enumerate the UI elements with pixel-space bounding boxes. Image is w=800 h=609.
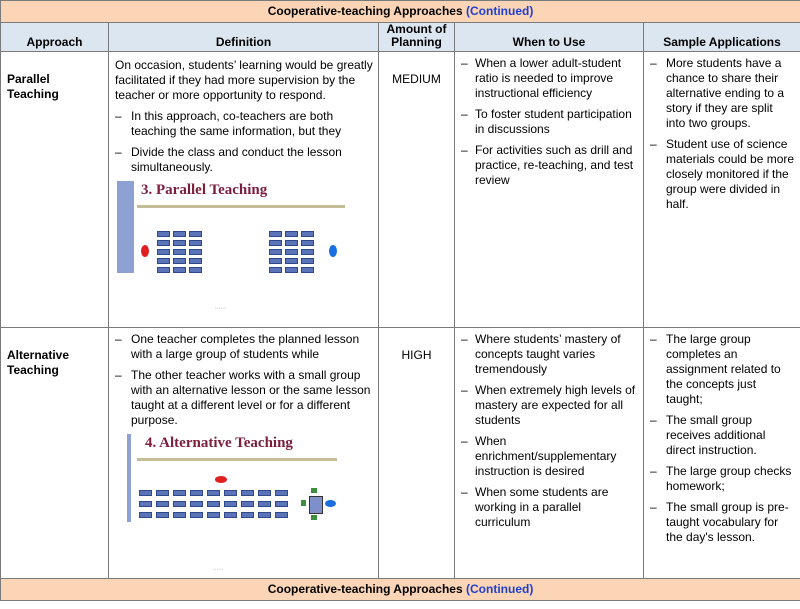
desk [173, 512, 186, 518]
desk [157, 258, 170, 264]
slide-footnote: • • • • • • [215, 306, 226, 310]
samples-list [650, 56, 795, 212]
list-item: – In this approach, co-teachers are both teaching the same information, but they [115, 109, 373, 139]
list-item: – One teacher completes the planned lesson with a large group of students while [115, 332, 373, 362]
when-list [461, 332, 638, 530]
small-group-seat-bottom [311, 515, 317, 520]
list-item: – When a lower adult-student ratio is needed to improve instructional efficiency [461, 56, 638, 101]
teacher-marker-large-group [215, 476, 227, 483]
desk [173, 240, 186, 246]
list-item: – Divide the class and conduct the lesson simultaneously. [115, 145, 373, 175]
desk [189, 258, 202, 264]
definition-list [115, 332, 373, 428]
desk [275, 512, 288, 518]
planning-cell: HIGH [379, 328, 455, 579]
desk [224, 512, 237, 518]
slide-accent-bar [117, 181, 134, 273]
desk [285, 240, 298, 246]
list-item: – The other teacher works with a small group with an alternative lesson or the same lesson taught at a different level or for a different purpose. [115, 368, 373, 428]
list-item: – For activities such as drill and practice, re-teaching, and test review [461, 143, 638, 188]
banner-title: Cooperative-teaching Approaches [267, 4, 463, 18]
teacher-marker-small-group [325, 500, 336, 507]
banner-continued: (Continued) [466, 582, 534, 596]
definition-cell [109, 52, 379, 328]
desk [173, 490, 186, 496]
table-row-alternative [1, 328, 800, 579]
small-group-table [309, 496, 323, 514]
desk [189, 267, 202, 273]
desk [301, 249, 314, 255]
definition-intro: On occasion, students’ learning would be greatly facilitated if they had more supervision by the teacher or more opportunity to respond. [115, 58, 373, 102]
definition-list [115, 109, 373, 175]
desk [258, 512, 271, 518]
desk [241, 512, 254, 518]
desk [156, 512, 169, 518]
desk [156, 501, 169, 507]
desk [269, 240, 282, 246]
slide-title-underline [137, 458, 337, 461]
desk [139, 512, 152, 518]
banner-continued: (Continued) [466, 4, 534, 18]
slide-accent-bar [127, 434, 131, 522]
desk [173, 258, 186, 264]
approach-cell: Alternative Teaching [1, 328, 109, 579]
slide-title: 3. Parallel Teaching [141, 182, 268, 198]
desk [190, 501, 203, 507]
desk [275, 490, 288, 496]
column-header-samples: Sample Applications [644, 23, 800, 52]
list-item: – The small group receives additional direct instruction. [650, 413, 795, 458]
desk [241, 501, 254, 507]
table-banner-bottom [1, 579, 800, 601]
teacher-marker-left [141, 245, 149, 257]
desk [173, 267, 186, 273]
desk [285, 267, 298, 273]
table-row-parallel [1, 52, 800, 328]
table-banner-top [1, 1, 800, 23]
list-item: – Student use of science materials could be more closely monitored if the group were divided in half. [650, 137, 795, 212]
samples-list [650, 332, 795, 545]
when-list [461, 56, 638, 188]
slide-title-underline [137, 205, 345, 208]
desk [285, 231, 298, 237]
desk [207, 501, 220, 507]
desk [301, 258, 314, 264]
desk [241, 490, 254, 496]
desk [189, 231, 202, 237]
list-item: – The small group is pre-taught vocabulary for the day's lesson. [650, 500, 795, 545]
definition-cell [109, 328, 379, 579]
desk [189, 249, 202, 255]
list-item: – Where students’ mastery of concepts taught varies tremendously [461, 332, 638, 377]
list-item: – More students have a chance to share their alternative ending to a story if they are split into two groups. [650, 56, 795, 131]
column-header-planning: Amount of Planning [379, 23, 455, 52]
desk [190, 490, 203, 496]
desk [156, 490, 169, 496]
desk [173, 501, 186, 507]
desk [139, 490, 152, 496]
desk [173, 231, 186, 237]
slide-footnote: • • • • • • [213, 567, 224, 571]
desk [224, 490, 237, 496]
desk [173, 249, 186, 255]
desk [258, 501, 271, 507]
list-item: – When extremely high levels of mastery are expected for all students [461, 383, 638, 428]
samples-cell [644, 328, 800, 579]
list-item: – The large group checks homework; [650, 464, 795, 494]
desk [207, 512, 220, 518]
desk [207, 490, 220, 496]
desk [269, 249, 282, 255]
slide-title: 4. Alternative Teaching [145, 435, 293, 451]
desk [269, 267, 282, 273]
when-cell [455, 328, 644, 579]
parallel-teaching-diagram [115, 181, 373, 309]
planning-cell: MEDIUM [379, 52, 455, 328]
desk [157, 267, 170, 273]
desk [275, 501, 288, 507]
desk [157, 249, 170, 255]
desk [224, 501, 237, 507]
desk [301, 240, 314, 246]
column-header-approach: Approach [1, 23, 109, 52]
desk [157, 240, 170, 246]
list-item: – When enrichment/supplementary instruction is desired [461, 434, 638, 479]
small-group-seat-top [311, 488, 317, 493]
desk [285, 258, 298, 264]
list-item: – When some students are working in a parallel curriculum [461, 485, 638, 530]
desk [285, 249, 298, 255]
desk [301, 231, 314, 237]
teacher-marker-right [329, 245, 337, 257]
desk [301, 267, 314, 273]
list-item: – The large group completes an assignment related to the concepts just taught; [650, 332, 795, 407]
desk [189, 240, 202, 246]
list-item: – To foster student participation in discussions [461, 107, 638, 137]
desk [139, 501, 152, 507]
desk [190, 512, 203, 518]
approach-cell: Parallel Teaching [1, 52, 109, 328]
column-header-when: When to Use [455, 23, 644, 52]
desk [258, 490, 271, 496]
desk [157, 231, 170, 237]
desk [269, 231, 282, 237]
column-header-definition: Definition [109, 23, 379, 52]
when-cell [455, 52, 644, 328]
alternative-teaching-diagram [115, 434, 373, 572]
small-group-seat-left [301, 500, 306, 506]
desk [269, 258, 282, 264]
banner-title: Cooperative-teaching Approaches [267, 582, 463, 596]
samples-cell [644, 52, 800, 328]
